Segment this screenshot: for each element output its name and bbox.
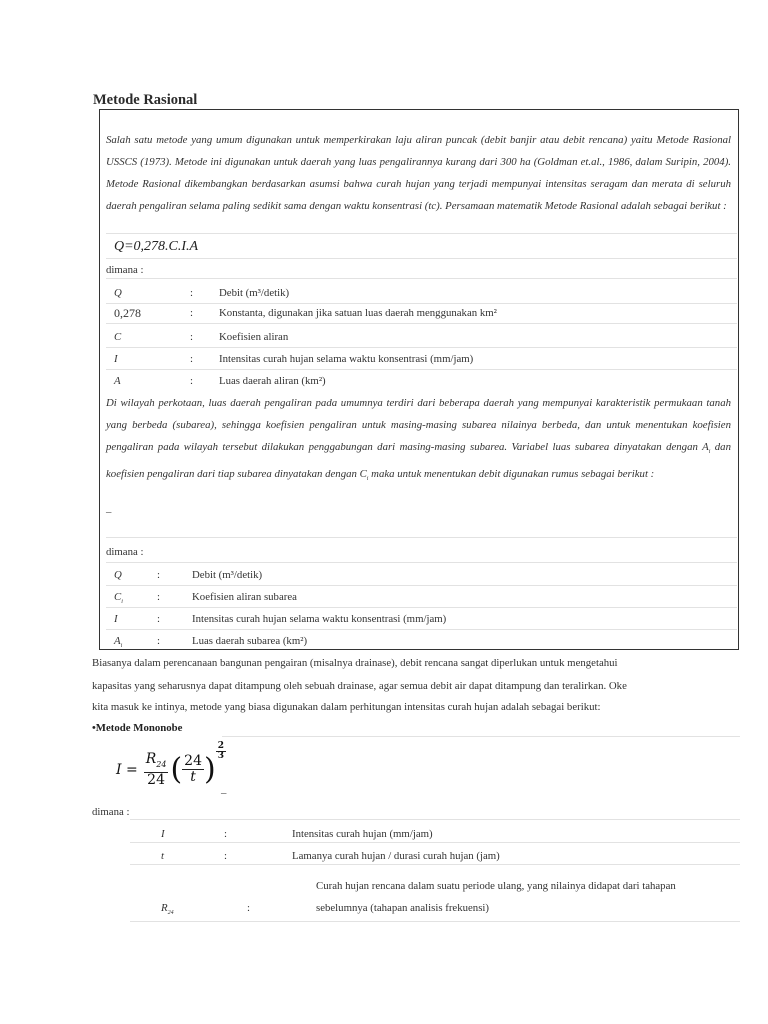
def1-description: Luas daerah aliran (km²)	[219, 375, 326, 387]
dimana-label-2: dimana :	[106, 546, 144, 558]
def1-description: Koefisien aliran	[219, 331, 289, 343]
def3-symbol-t: t	[161, 850, 164, 862]
def3-desc-t: Lamanya curah hujan / durasi curah hujan (jam)	[292, 850, 500, 862]
def2-colon: :	[157, 613, 160, 625]
def1-colon: :	[190, 375, 193, 387]
def2-description: Luas daerah subarea (km²)	[192, 635, 308, 647]
def3-desc-r24-line2: sebelumnya (tahapan analisis frekuensi)	[316, 902, 489, 914]
mononobe-formula: I = $\frac{R_{24}}{24}$ ( $\frac{24}{t}$ ) $\frac{2}{3}$	[116, 741, 224, 788]
def1-colon: :	[190, 287, 193, 299]
def1-description: Debit (m³/detik)	[219, 287, 290, 299]
def3-desc-i: Intensitas curah hujan (mm/jam)	[292, 828, 433, 840]
def3-colon: :	[224, 828, 227, 840]
def1-colon: :	[190, 331, 193, 343]
dimana-label-3: dimana :	[92, 806, 130, 818]
def2-symbol: Q	[114, 569, 122, 581]
def1-symbol: A	[114, 375, 121, 387]
page-title: Metode Rasional	[93, 92, 198, 108]
def2-description: Koefisien aliran subarea	[192, 591, 297, 603]
def2-description: Intensitas curah hujan selama waktu konsentrasi (mm/jam)	[192, 613, 447, 625]
def3-colon: :	[224, 850, 227, 862]
def3-symbol-r24: $R_{24}$	[161, 902, 174, 917]
exponent-2-3: $\frac{2}{3}$	[217, 741, 224, 761]
def3-symbol-i: I	[161, 828, 165, 840]
dash-1: –	[106, 506, 112, 518]
def1-symbol: 0,278	[114, 306, 141, 320]
def1-description: Konstanta, digunakan jika satuan luas daerah menggunakan km²	[219, 307, 497, 319]
def2-symbol: $A_i$	[114, 635, 123, 650]
mononobe-heading: •Metode Mononobe	[92, 722, 183, 734]
formula-lhs: I =	[116, 761, 138, 778]
body-line-1: Biasanya dalam perencanaan bangunan pengairan (misalnya drainase), debit rencana sangat diperlukan untuk mengetahui	[92, 657, 618, 669]
def3-desc-r24-line1: Curah hujan rencana dalam suatu periode ulang, yang nilainya didapat dari tahapan	[316, 880, 676, 892]
subarea-paragraph: Di wilayah perkotaan, luas daerah pengaliran pada umumnya terdiri dari beberapa daerah yang mempunyai karakteristik permukaan tanah yang berbeda (subarea), sehingga koefisien pengaliran untuk masing-masing subarea nilainya berbeda, dan untuk menentukan koefisien pengaliran pada wilayah tersebut dilakukan penggabungan dari masing-masing subarea. Variabel luas subarea dinyatakan dengan $A_i$ dan koefisien pengaliran dari tiap subarea dinyatakan dengan $C_i$ maka untuk menentukan debit digunakan rumus sebagai berikut :	[106, 397, 731, 483]
def1-description: Intensitas curah hujan selama waktu konsentrasi (mm/jam)	[219, 353, 474, 365]
rational-formula: Q=0,278.C.I.A	[114, 239, 199, 254]
def1-symbol: C	[114, 331, 122, 343]
def2-symbol: $C_i$	[114, 591, 123, 606]
dimana-label-1: dimana :	[106, 264, 144, 276]
fraction-r24-24: $\frac{R_{24}}{24}$	[145, 751, 167, 788]
def2-symbol: I	[114, 613, 118, 625]
fraction-24-t: $\frac{24}{t}$	[184, 753, 202, 786]
dash-2: –	[221, 787, 227, 799]
def1-colon: :	[190, 353, 193, 365]
def2-description: Debit (m³/detik)	[192, 569, 263, 581]
body-line-2: kapasitas yang seharusnya dapat ditampung oleh sebuah drainase, agar semua debit air dapat ditampung dan teralirkan. Oke	[92, 680, 627, 692]
def1-symbol: Q	[114, 287, 122, 299]
def3-colon: :	[247, 902, 250, 914]
def2-colon: :	[157, 635, 160, 647]
def1-symbol: I	[114, 353, 118, 365]
def2-colon: :	[157, 569, 160, 581]
body-line-3: kita masuk ke intinya, metode yang biasa digunakan dalam perhitungan intensitas curah hujan adalah sebagai berikut:	[92, 701, 601, 713]
def2-colon: :	[157, 591, 160, 603]
def1-colon: :	[190, 307, 193, 319]
intro-paragraph: Salah satu metode yang umum digunakan untuk memperkirakan laju aliran puncak (debit banjir atau debit rencana) yaitu Metode Rasional USSCS (1973). Metode ini digunakan untuk daerah yang luas pengalirannya kurang dari 300 ha (Goldman et.al., 1986, dalam Suripin, 2004). Metode Rasional dikembangkan berdasarkan asumsi bahwa curah hujan yang terjadi mempunyai intensitas seragam dan merata di seluruh daerah pengaliran selama paling sedikit sama dengan waktu konsentrasi (tc). Persamaan matematik Metode Rasional adalah sebagai berikut :	[106, 134, 731, 212]
